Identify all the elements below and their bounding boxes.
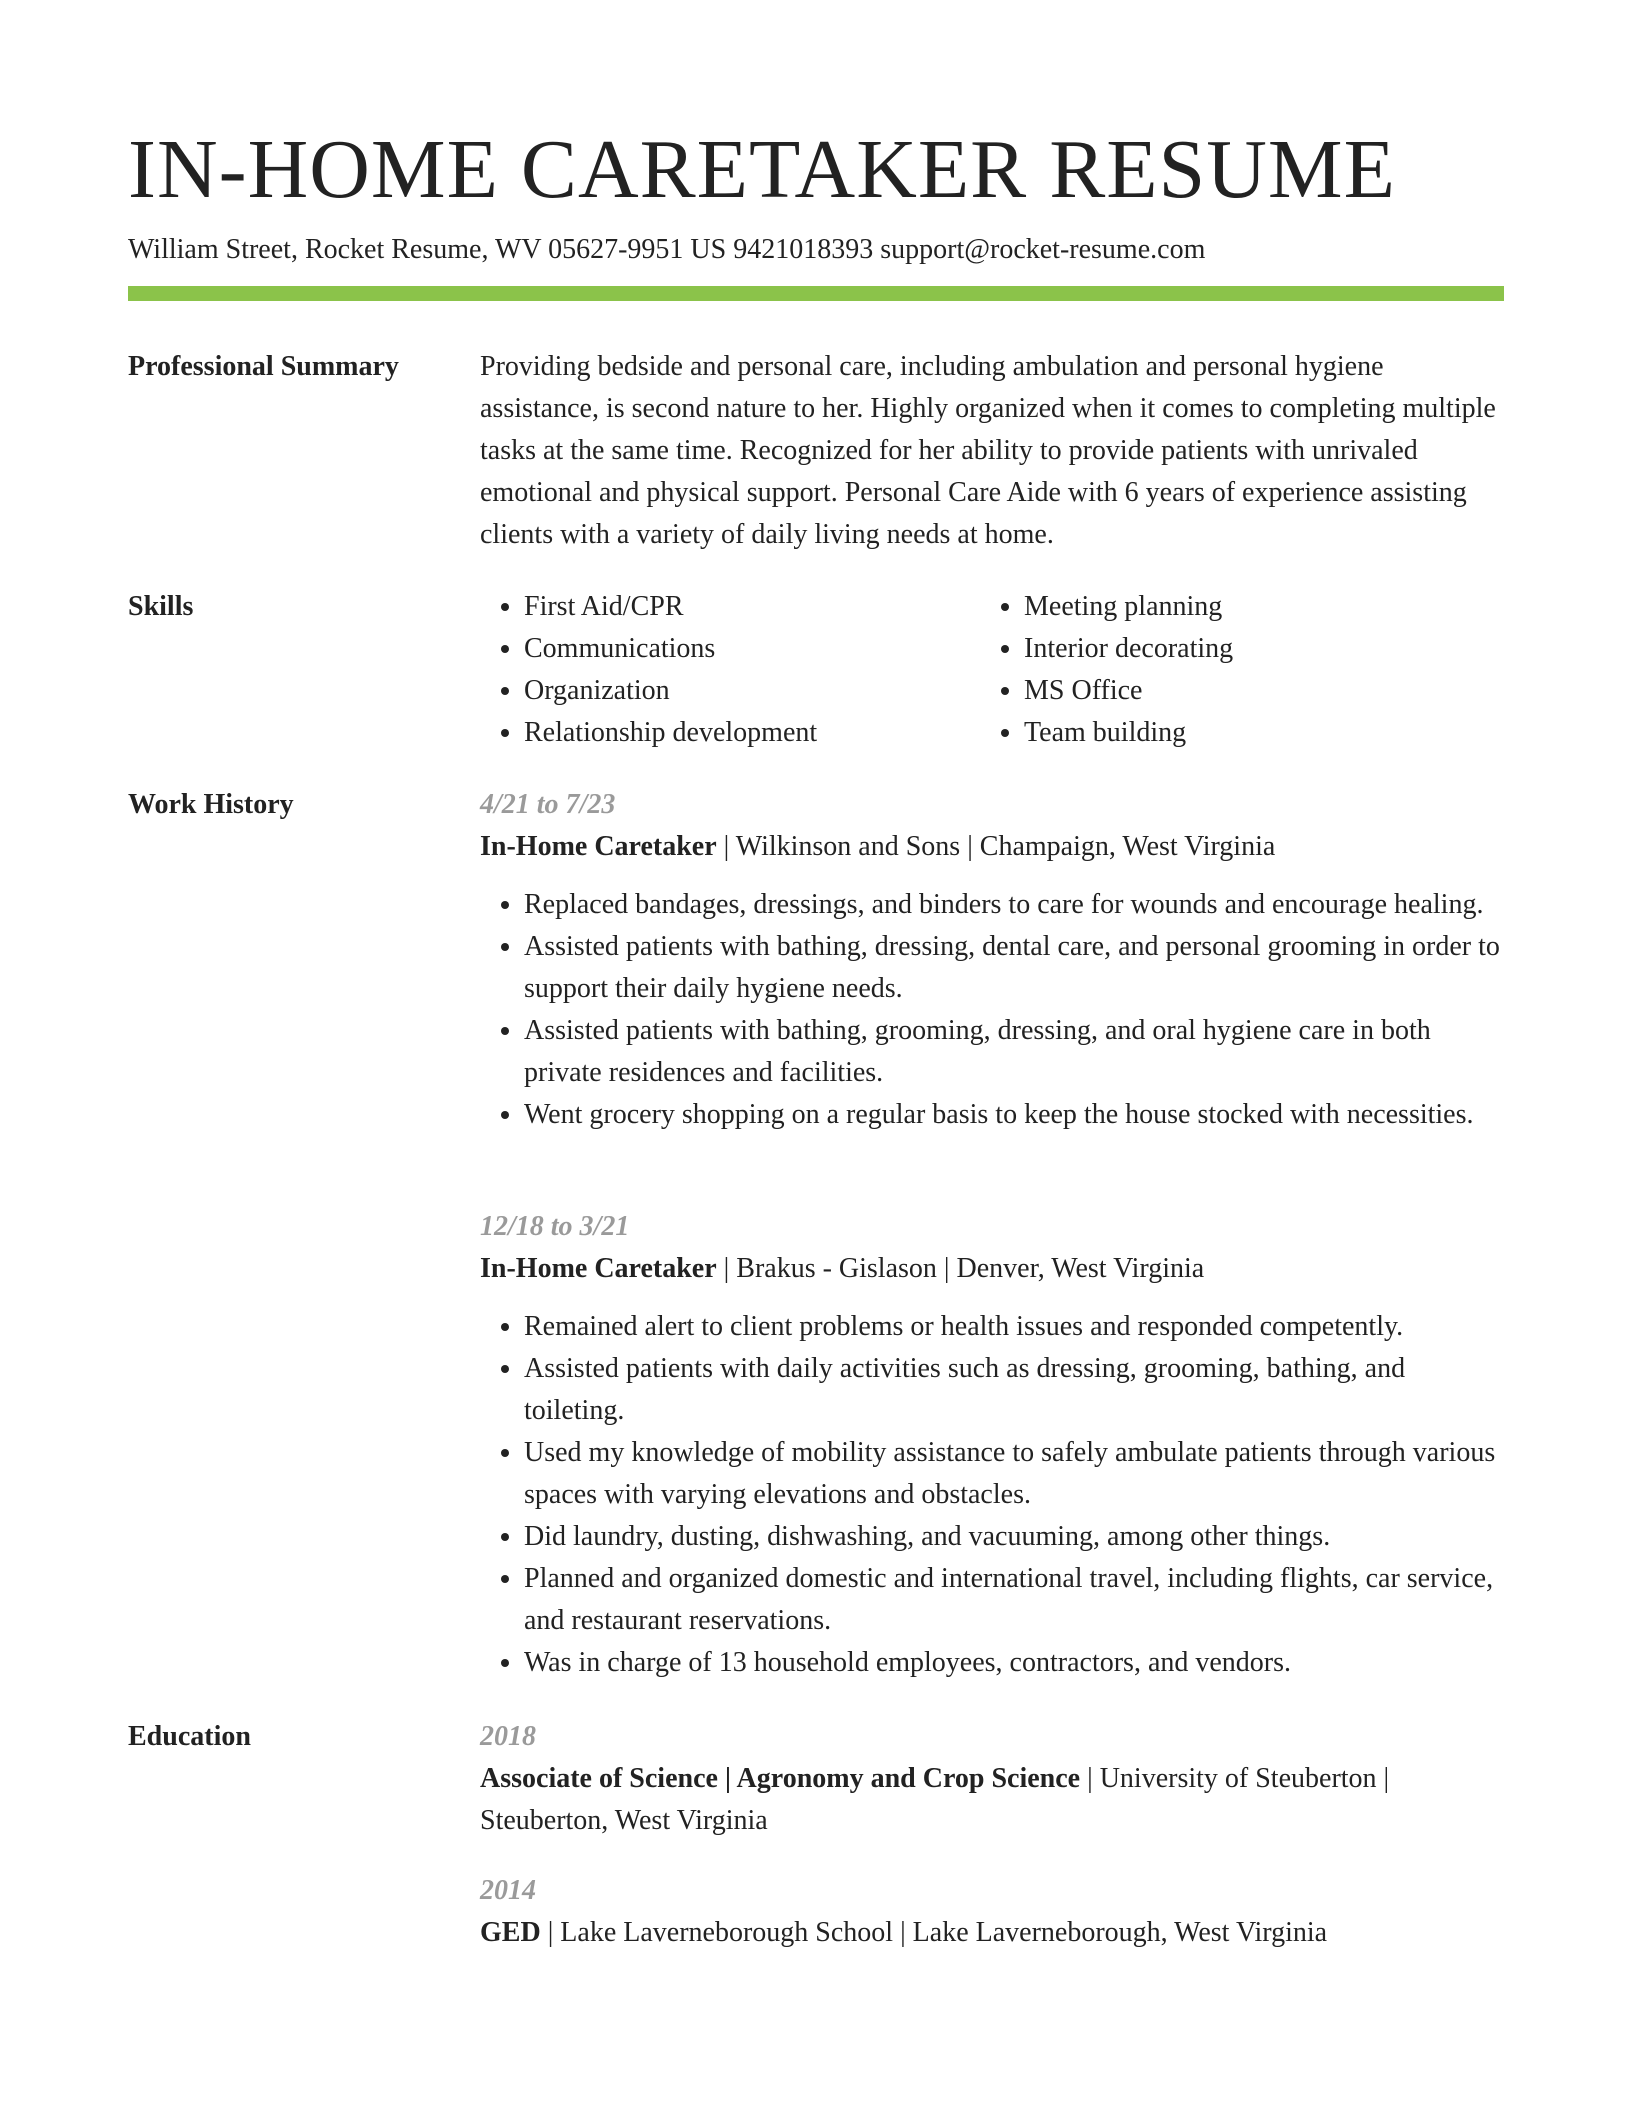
- skills-left-column: [480, 586, 980, 754]
- job-heading: [480, 1248, 1504, 1290]
- contact-phone: 9421018393: [733, 234, 874, 265]
- skills-label: Skills: [128, 591, 194, 622]
- job-duties: [480, 1306, 1504, 1684]
- summary-label: Professional Summary: [128, 351, 399, 382]
- job-dates: 4/21 to 7/23: [480, 789, 616, 820]
- job-duty: • Replaced bandages, dressings, and binders to care for wounds and encourage healing.: [524, 884, 1504, 926]
- job-entry: [480, 784, 1504, 1136]
- resume-title: IN-HOME CARETAKER RESUME: [128, 123, 1396, 216]
- job-duty: • Assisted patients with daily activities such as dressing, grooming, bathing, and toileting.: [524, 1348, 1504, 1432]
- job-details: | Wilkinson and Sons | Champaign, West Virginia: [716, 831, 1276, 862]
- work-history-label: Work History: [128, 789, 294, 820]
- header-divider: [128, 286, 1504, 301]
- job-duty: • Planned and organized domestic and international travel, including flights, car service, and restaurant reservations.: [524, 1558, 1504, 1642]
- education-year: 2014: [480, 1875, 536, 1906]
- job-duty: • Assisted patients with bathing, dressing, dental care, and personal grooming in order to support their daily hygiene needs.: [524, 926, 1504, 1010]
- skill-item: • Organization: [524, 670, 980, 712]
- job-duty: • Did laundry, dusting, dishwashing, and vacuuming, among other things.: [524, 1516, 1504, 1558]
- job-entry: [480, 1206, 1504, 1684]
- job-duty: • Went grocery shopping on a regular basis to keep the house stocked with necessities.: [524, 1094, 1504, 1136]
- skill-item: • Meeting planning: [1024, 586, 1480, 628]
- contact-address: William Street, Rocket Resume, WV 05627-9951 US: [128, 234, 727, 265]
- education-heading: [480, 1912, 1504, 1954]
- skill-item: • MS Office: [1024, 670, 1480, 712]
- skill-item: • Interior decorating: [1024, 628, 1480, 670]
- job-duty: • Remained alert to client problems or health issues and responded competently.: [524, 1306, 1504, 1348]
- education-entry: [480, 1716, 1504, 1842]
- education-heading: [480, 1758, 1504, 1842]
- education-details: | Lake Laverneborough School | Lake Laverneborough, West Virginia: [540, 1917, 1328, 1948]
- skill-item: • Team building: [1024, 712, 1480, 754]
- summary-text: Providing bedside and personal care, including ambulation and personal hygiene assistance, is second nature to her. Highly organized when it comes to completing multiple tasks at the same time. Recognized for her ability to provide patients with unrivaled emotional and physical support. Personal Care Aide with 6 years of experience assisting clients with a variety of daily living needs at home.: [480, 351, 1496, 550]
- job-dates: 12/18 to 3/21: [480, 1211, 630, 1242]
- skills-right-column: [980, 586, 1480, 754]
- education-year: 2018: [480, 1721, 536, 1752]
- job-title: In-Home Caretaker: [480, 1253, 717, 1284]
- contact-line: [128, 230, 1205, 270]
- education-label: Education: [128, 1721, 251, 1752]
- education-degree: Associate of Science | Agronomy and Crop Science: [480, 1763, 1081, 1794]
- contact-email: support@rocket-resume.com: [880, 234, 1206, 265]
- skill-item: • Relationship development: [524, 712, 980, 754]
- job-duty: • Used my knowledge of mobility assistance to safely ambulate patients through various spaces with varying elevations and obstacles.: [524, 1432, 1504, 1516]
- skill-item: • First Aid/CPR: [524, 586, 980, 628]
- job-duties: [480, 884, 1504, 1136]
- summary-body: [480, 346, 1504, 556]
- job-heading: [480, 826, 1504, 868]
- job-duty: • Assisted patients with bathing, grooming, dressing, and oral hygiene care in both private residences and facilities.: [524, 1010, 1504, 1094]
- education-entry: [480, 1870, 1504, 1954]
- education-degree: GED: [480, 1917, 541, 1948]
- job-title: In-Home Caretaker: [480, 831, 717, 862]
- job-duty: • Was in charge of 13 household employees, contractors, and vendors.: [524, 1642, 1504, 1684]
- education-details: | University of Steuberton | Steuberton, West Virginia: [480, 1763, 1390, 1836]
- job-details: | Brakus - Gislason | Denver, West Virginia: [716, 1253, 1205, 1284]
- skill-item: • Communications: [524, 628, 980, 670]
